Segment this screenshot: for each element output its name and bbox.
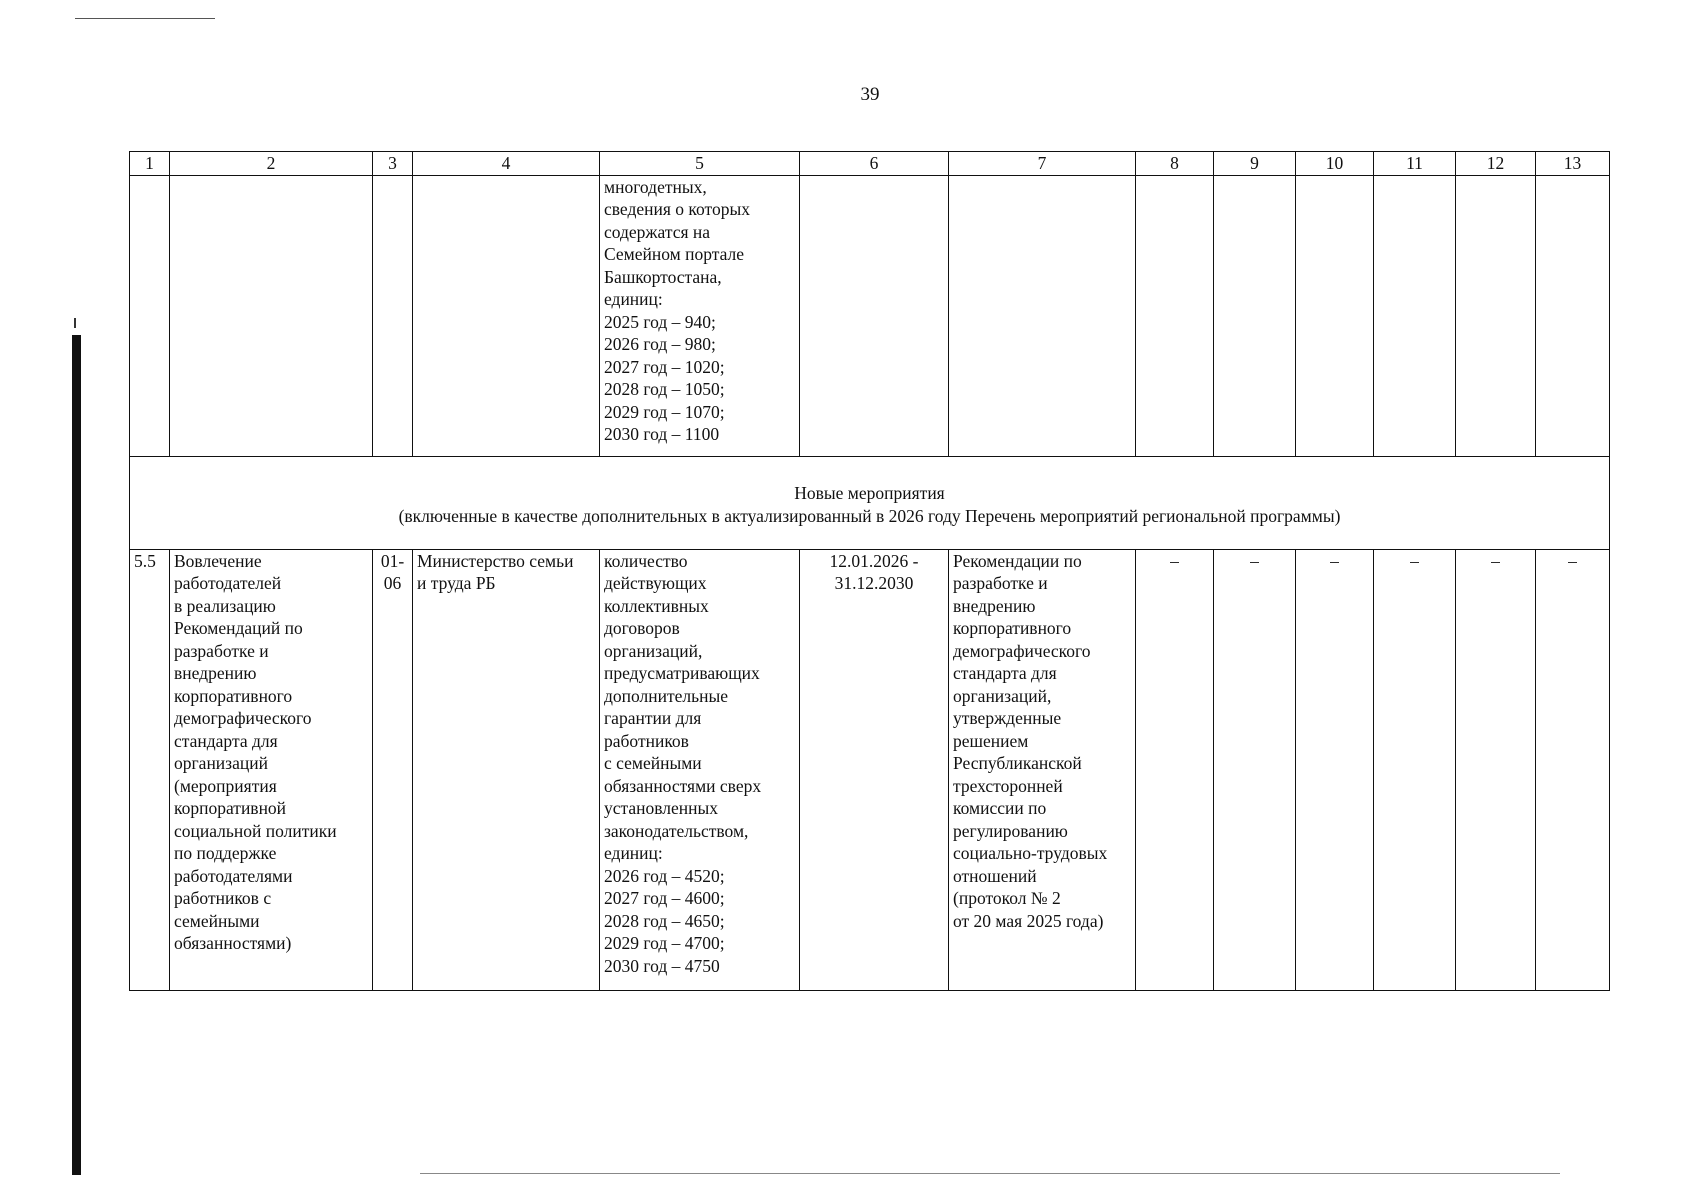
table-row-continuation [130,175,1610,456]
scan-artifact-left-bar [72,335,81,1175]
result-cell: Рекомендации по разработке и внедрению корпоративного демографического стандарта для организаций, утвержденные решением Республиканской трехсторонней комиссии по регулированию социально-трудовых отношений (протокол № 2 от 20 мая 2025 года) [949,549,1136,990]
col-header-9: 9 [1214,152,1296,176]
col-header-1: 1 [130,152,170,176]
period-cell: 12.01.2026 - 31.12.2030 [800,549,949,990]
row-number: 5.5 [130,549,170,990]
col-header-4: 4 [413,152,600,176]
col-header-13: 13 [1536,152,1610,176]
col9-cell: – [1214,549,1296,990]
activity-name-cell: Вовлечение работодателей в реализацию Рекомендаций по разработке и внедрению корпоративного демографического стандарта для организаций (мероприятия корпоративной социальной политики по поддержке работодателями работников с семейными обязанностями) [170,549,373,990]
indicator-continuation-cell: многодетных, сведения о которых содержатся на Семейном портале Башкортостана, единиц: 2025 год – 940; 2026 год – 980; 2027 год – 1020; 2028 год – 1050; 2029 год – 1070; 2030 год – 1100 [600,175,800,456]
col11-cell: – [1374,549,1456,990]
col10-cell: – [1296,549,1374,990]
col-header-10: 10 [1296,152,1374,176]
section-heading-row [130,456,1610,549]
col-header-11: 11 [1374,152,1456,176]
col13-cell: – [1536,549,1610,990]
col8-cell: – [1136,549,1214,990]
scan-artifact-top-line [75,18,215,19]
table-row-5-5 [130,549,1610,990]
section-title: Новые мероприятия [794,483,945,503]
col-header-5: 5 [600,152,800,176]
column-number-row [130,152,1610,176]
scan-artifact-tick [74,318,76,328]
program-table [129,151,1610,991]
col-header-12: 12 [1456,152,1536,176]
code-cell: 01- 06 [373,549,413,990]
section-subtitle: (включенные в качестве дополнительных в актуализированный в 2026 году Перечень мероприятий региональной программы) [398,505,1341,526]
col-header-8: 8 [1136,152,1214,176]
indicator-cell: количество действующих коллективных договоров организаций, предусматривающих дополнительные гарантии для работников с семейными обязанностями сверх установленных законодательством, единиц: 2026 год – 4520; 2027 год – 4600; 2028 год – 4650; 2029 год – 4700; 2030 год – 4750 [600,549,800,990]
col-header-6: 6 [800,152,949,176]
scan-artifact-bottom-line [420,1173,1560,1174]
col-header-2: 2 [170,152,373,176]
page-number: 39 [860,84,880,105]
col-header-7: 7 [949,152,1136,176]
col-header-3: 3 [373,152,413,176]
col12-cell: – [1456,549,1536,990]
executor-cell: Министерство семьи и труда РБ [413,549,600,990]
